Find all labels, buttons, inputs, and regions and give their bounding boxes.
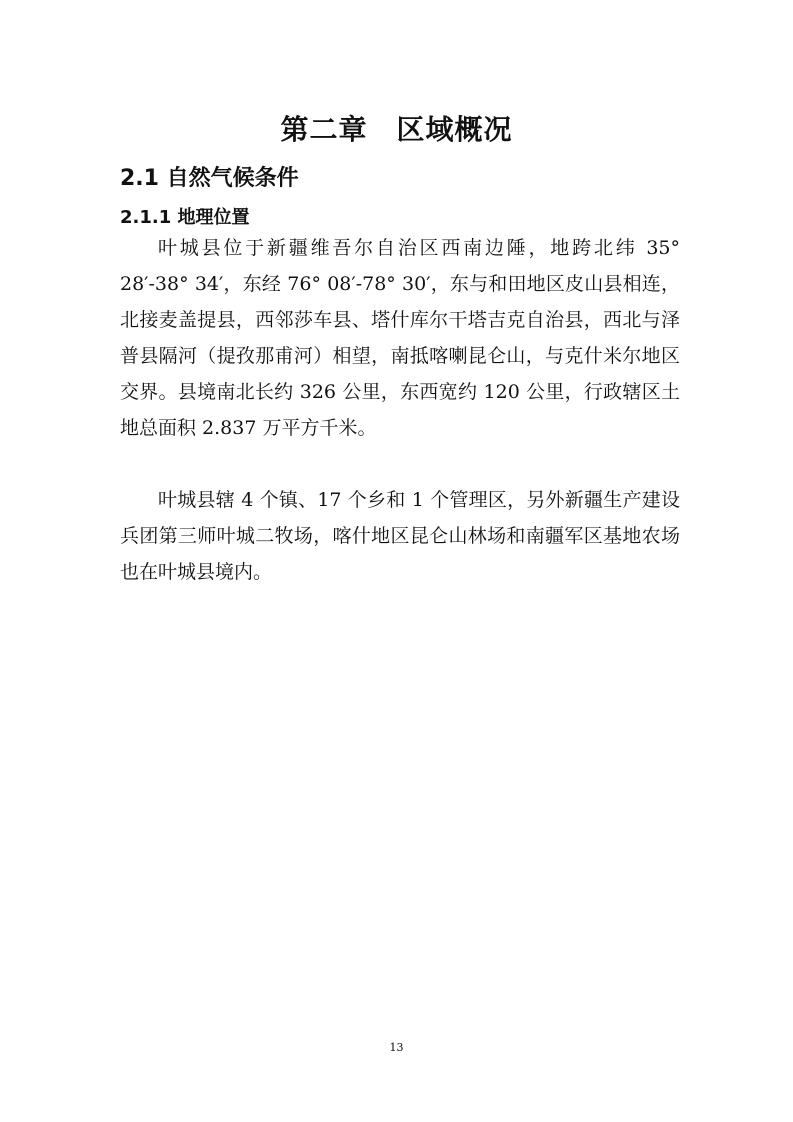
chapter-title: 第二章 区域概况 bbox=[280, 113, 513, 146]
section-title: 2.1 自然气候条件 bbox=[120, 166, 299, 191]
page-number: 13 bbox=[389, 1041, 404, 1054]
paragraph-geographic-location: 叶城县位于新疆维吾尔自治区西南边陲，地跨北纬 35° 28′-38° 34′，东经 76° 08′-78° 30′，东与和田地区皮山县相连，北接麦盖提县，西邻莎车县、塔什库尔干塔吉克自治县，西北与泽普县隔河（提孜那甫河）相望，南抵喀喇昆仑山，与克什米尔地区交界。县境南北长约 326 公里，东西宽约 120 公里，行政辖区土地总面积 2.837 万平方千米。 bbox=[120, 237, 680, 439]
paragraph-administrative-divisions: 叶城县辖 4 个镇、17 个乡和 1 个管理区，另外新疆生产建设兵团第三师叶城二牧场，喀什地区昆仑山林场和南疆军区基地农场也在叶城县境内。 bbox=[120, 489, 680, 583]
subsection-title: 2.1.1 地理位置 bbox=[120, 207, 250, 228]
